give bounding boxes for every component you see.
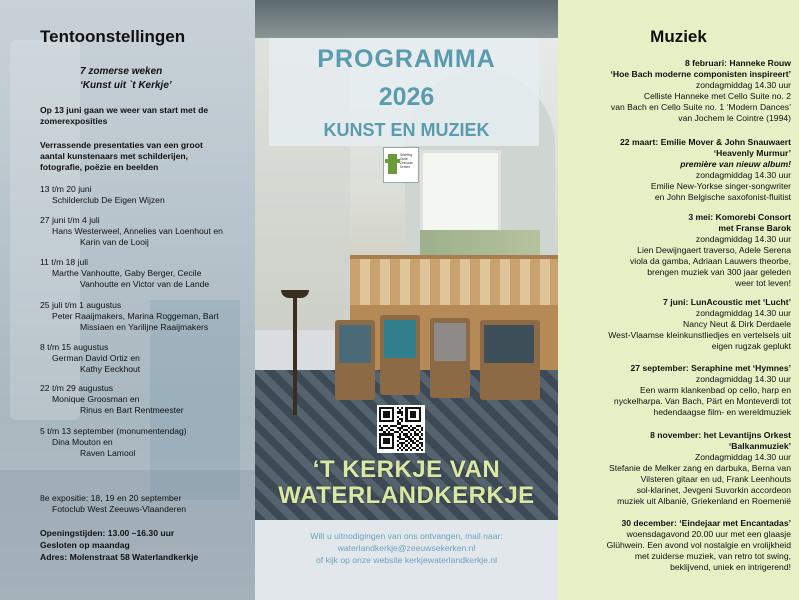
concert-detail: zondagmiddag 14.30 uur xyxy=(695,80,791,90)
concert-detail: viola da gamba, Adriaan Lauwers theorbe, xyxy=(630,256,791,266)
kerkje-title-line-1: ‘T KERKJE VAN xyxy=(312,456,501,483)
opening-hours: Openingstijden: 13.00 –16.30 uur xyxy=(40,528,175,538)
invite-website[interactable]: of kijk op onze website kerkjewaterlandkerkje.nl xyxy=(315,555,498,565)
photo-cushion xyxy=(484,325,534,363)
exhibition-item xyxy=(40,215,255,248)
closed-day: Gesloten op maandag xyxy=(40,540,130,550)
concert-item xyxy=(558,137,791,203)
intro-line-5: fotografie, poëzie en beelden xyxy=(40,162,159,172)
music-panel xyxy=(558,0,799,600)
concert-detail: en John Belgische saxofonist-fluitist xyxy=(654,192,791,202)
concert-detail: met zuiderse muziek, van retro tot swing, xyxy=(634,551,791,561)
photo-candle-stand xyxy=(293,295,297,415)
intro-line-2: zomerexposities xyxy=(40,116,108,126)
exhibition-artists: Schilderclub De Eigen Wijzen xyxy=(52,195,165,205)
concert-detail: zondagmiddag 14.30 uur xyxy=(695,234,791,244)
invite-line-1: Wilt u uitnodigingen van ons ontvangen, mail naar: xyxy=(310,531,503,541)
exhibitions-subtitle-2: ‘Kunst uit `t Kerkje’ xyxy=(80,80,172,91)
concert-detail: Celliste Hanneke met Cello Suite no. 2 xyxy=(643,91,791,101)
concert-detail: Nancy Neut & Dirk Derdaele xyxy=(683,319,791,329)
concert-detail: Stefanie de Melker zang en darbuka, Berna van xyxy=(608,463,791,473)
expo8-date: 8e expositie: 18, 19 en 20 september xyxy=(40,493,182,503)
concert-detail: zondagmiddag 14.30 uur xyxy=(695,170,791,180)
concert-heading: ‘Balkanmuziek’ xyxy=(728,441,791,451)
qr-module xyxy=(388,416,390,418)
exhibition-item xyxy=(40,426,255,459)
concert-detail: zondagmiddag 14.30 uur xyxy=(695,374,791,384)
intro-line-4: aantal kunstenaars met schilderijen, xyxy=(40,151,189,161)
exhibition-item xyxy=(40,257,255,290)
logo-text: Stichting Oude Zeeuwse Kerken xyxy=(400,153,413,169)
concert-heading: 30 december: ‘Eindejaar met Encantadas’ xyxy=(621,518,791,528)
concert-heading: 7 juni: LunAcoustic met ‘Lucht’ xyxy=(663,297,791,307)
concert-item xyxy=(558,518,791,573)
concert-heading: ‘Heavenly Murmur’ xyxy=(713,148,791,158)
concert-detail: weer tot leven! xyxy=(735,278,791,288)
concert-heading: ‘Hoe Bach moderne componisten inspireert’ xyxy=(610,69,791,79)
exhibition-date: 22 t/m 29 augustus xyxy=(40,383,114,393)
photo-cushion xyxy=(434,323,466,361)
concert-highlight: première van nieuw album! xyxy=(680,159,791,169)
exhibition-item xyxy=(40,342,255,375)
qr-module xyxy=(401,414,403,416)
exhibitions-panel xyxy=(0,0,255,600)
concert-detail: van Jochem le Cointre (1994) xyxy=(678,113,791,123)
concert-detail: Vilsteren gitaar en ud, Frank Leenhouts xyxy=(640,474,791,484)
qr-module xyxy=(401,420,403,422)
concert-detail: woensdagavond 20.00 uur met een glaasje xyxy=(626,529,791,539)
concert-heading: 3 mei: Komorebi Consort xyxy=(688,212,791,222)
concert-detail: Lien Dewijngaert traverso, Adele Serena xyxy=(637,245,791,255)
qr-module xyxy=(414,416,416,418)
exhibition-item xyxy=(40,383,255,416)
concert-item xyxy=(558,430,791,507)
concert-heading: 8 februari: Hanneke Rouw xyxy=(684,58,791,68)
concert-detail: zondagmiddag 14.30 uur xyxy=(695,308,791,318)
year-title: 2026 xyxy=(378,83,435,111)
exhibition-artists: Rinus en Bart Rentmeester xyxy=(80,405,184,415)
concert-item xyxy=(558,212,791,289)
exhibition-artists: Raven Lamool xyxy=(80,448,136,458)
exhibition-date: 13 t/m 20 juni xyxy=(40,184,92,194)
exhibition-artists: Vanhoutte en Victor van de Lande xyxy=(80,279,210,289)
exhibition-date: 25 juli t/m 1 augustus xyxy=(40,300,122,310)
exhibition-artists: Kathy Eeckhout xyxy=(80,364,141,374)
intro-line-1: Op 13 juni gaan we weer van start met de xyxy=(40,105,209,115)
concert-item xyxy=(558,58,791,124)
qr-module xyxy=(388,442,390,444)
exhibition-date: 11 t/m 18 juli xyxy=(40,257,89,267)
qr-module xyxy=(401,449,403,451)
music-title: Muziek xyxy=(650,27,707,46)
photo-chairs xyxy=(335,310,555,420)
exhibition-date: 27 juni t/m 4 juli xyxy=(40,215,100,225)
concert-detail: hedendaagse film- en wereldmuziek xyxy=(653,407,791,417)
expo8-name: Fotoclub West Zeeuws-Vlaanderen xyxy=(52,504,187,514)
cross-icon xyxy=(388,154,397,174)
qr-module xyxy=(410,449,412,451)
qr-code[interactable] xyxy=(377,405,425,453)
exhibition-artists: Missiaen en Yarilijne Raaijmakers xyxy=(80,322,209,332)
concert-detail: van Bach en Cello Suite no. 1 ‘Modern Dances’ xyxy=(610,102,791,112)
concert-item xyxy=(558,297,791,352)
photo-chair xyxy=(335,320,375,400)
photo-chair xyxy=(430,318,470,398)
concert-detail: Een warm klankenbad op cello, harp en xyxy=(640,385,791,395)
concert-heading: 8 november: het Levantijns Orkest xyxy=(650,430,791,440)
oude-zeeuwse-kerken-logo xyxy=(383,147,419,183)
qr-module xyxy=(421,449,423,451)
qr-module xyxy=(401,407,403,409)
exhibitions-title: Tentoonstellingen xyxy=(40,27,186,46)
exhibition-item xyxy=(40,300,255,333)
concert-detail: muziek uit Albanië, Griekenland en Roemenië xyxy=(617,496,791,506)
qr-module xyxy=(421,433,423,435)
programma-title: PROGRAMMA xyxy=(317,45,496,73)
invite-email[interactable]: waterlandkerkje@zeeuwsekerken.nl xyxy=(337,543,476,553)
photo-cushion xyxy=(339,325,371,363)
intro-line-3: Verrassende presentaties van een groot xyxy=(40,140,203,150)
concert-detail: West-Vlaamse kleinkunstliedjes en vertelsels uit xyxy=(608,330,791,340)
photo-chair xyxy=(380,315,420,395)
concert-heading: 27 september: Seraphine met ‘Hymnes’ xyxy=(630,363,791,373)
exhibition-date: 5 t/m 13 september (monumentendag) xyxy=(40,426,187,436)
concert-detail: nyckelharpa. Van Bach, Pärt en Monteverdi tot xyxy=(613,396,791,406)
concert-detail: eigen rugzak geplukt xyxy=(711,341,791,351)
concert-heading: met Franse Barok xyxy=(718,223,791,233)
qr-module xyxy=(421,429,423,431)
qr-module xyxy=(421,444,423,446)
photo-window xyxy=(420,150,501,236)
address: Adres: Molenstraat 58 Waterlandkerkje xyxy=(40,552,199,562)
exhibition-date: 8 t/m 15 augustus xyxy=(40,342,109,352)
kerkje-title-line-2: WATERLANDKERKJE xyxy=(278,482,535,509)
concert-detail: sol-klarinet, Jevgeni Suvorkin accordeon xyxy=(636,485,791,495)
concert-detail: beklijvend, uniek en intrigerend! xyxy=(670,562,791,572)
exhibition-artists: Marthe Vanhoutte, Gaby Berger, Cecile xyxy=(52,268,202,278)
concert-detail: brengen muziek van 300 jaar geleden xyxy=(647,267,791,277)
qr-module xyxy=(392,447,394,449)
qr-module xyxy=(392,420,394,422)
concert-detail: Emilie New-Yorkse singer-songwriter xyxy=(650,181,791,191)
exhibition-artists: Peter Raaijmakers, Marina Roggeman, Bart xyxy=(52,311,219,321)
qr-module xyxy=(419,420,421,422)
concert-detail: Glühwein. Een avond vol nostalgie en vrolijkheid xyxy=(606,540,791,550)
exhibitions-subtitle-1: 7 zomerse weken xyxy=(80,66,163,77)
exhibition-item xyxy=(40,184,255,206)
qr-module xyxy=(416,449,418,451)
exhibition-artists: German David Ortiz en xyxy=(52,353,140,363)
kunst-en-muziek-title: KUNST EN MUZIEK xyxy=(323,120,490,140)
cover-panel xyxy=(255,0,558,600)
exhibition-artists: Monique Groosman en xyxy=(52,394,140,404)
exhibition-artists: Dina Mouton en xyxy=(52,437,113,447)
concert-detail: Zondagmiddag 14.30 uur xyxy=(694,452,791,462)
exhibition-artists: Hans Westerweel, Annelies van Loenhout en xyxy=(52,226,223,236)
photo-chair xyxy=(480,320,540,400)
photo-cushion xyxy=(384,320,416,358)
photo-ceiling xyxy=(255,0,558,38)
qr-module xyxy=(405,449,407,451)
concert-item xyxy=(558,363,791,418)
exhibition-artists: Karin van de Looij xyxy=(80,237,149,247)
qr-module xyxy=(397,449,399,451)
concert-heading: 22 maart: Emilie Mover & John Snauwaert xyxy=(620,137,791,147)
qr-module xyxy=(421,438,423,440)
